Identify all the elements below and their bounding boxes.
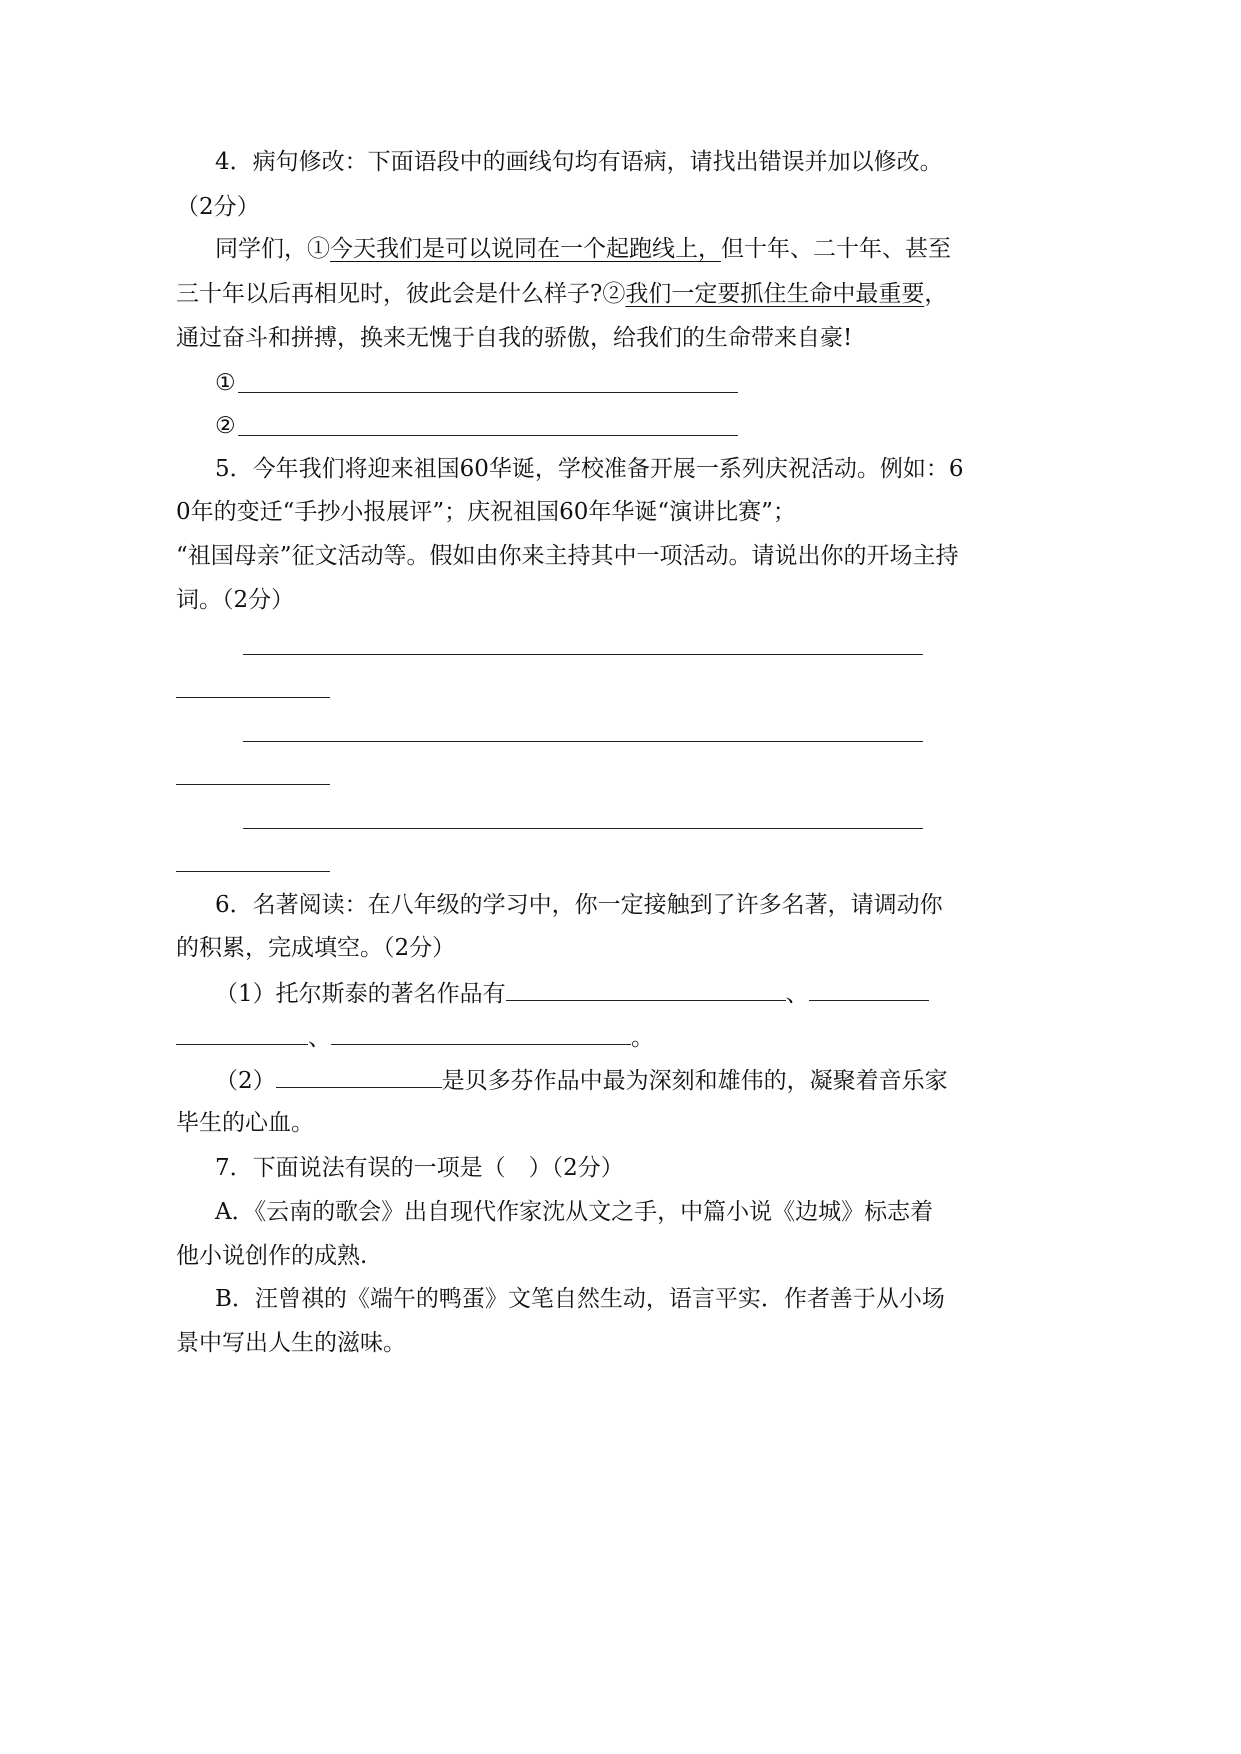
q5-answer-line-3a[interactable] [243,828,923,829]
q4-paragraph-line2 [176,279,947,309]
q4-answer-1-blank[interactable] [238,392,738,393]
q4-answer-1-label: ① [215,370,236,396]
q6-sub1-line1 [215,979,929,1009]
q6-sub2-line1 [215,1066,948,1096]
q4-answer-2-label: ② [215,413,236,439]
q6-sub2-blank[interactable] [276,1086,442,1088]
q4-underlined-sentence-2: 我们一定要抓住生命中最重要 [625,281,925,307]
q6-sub1-blank-1[interactable] [506,999,786,1001]
q6-sub1-separator-2: 、 [308,1025,331,1051]
q4-answer-2-blank[interactable] [238,435,738,436]
q4-paragraph-line1 [215,234,951,264]
q6-sub2-line2: 毕生的心血。 [176,1110,314,1136]
q5-stem-line4: 词。（2分） [176,587,295,613]
q4-paragraph-line3: 通过奋斗和拼搏，换来无愧于自我的骄傲，给我们的生命带来自豪! [176,325,853,351]
q5-answer-line-2a[interactable] [243,741,923,742]
q5-answer-line-1b[interactable] [176,697,330,698]
q6-stem-line1: 6．名著阅读：在八年级的学习中，你一定接触到了许多名著，请调动你 [215,892,943,918]
q4-stem-line2: （2分） [176,194,260,220]
q7-option-b-line1: B．汪曾祺的《端午的鸭蛋》文笔自然生动，语言平实．作者善于从小场 [215,1286,945,1312]
q5-answer-line-1a[interactable] [243,654,923,655]
q5-stem-line2: 0年的变迁“手抄小报展评”；庆祝祖国60年华诞“演讲比赛”； [176,499,796,525]
q4-p2-suffix: ， [924,281,948,307]
q4-stem-line1: 4．病句修改：下面语段中的画线句均有语病，请找出错误并加以修改。 [215,149,943,175]
q5-stem-line3: “祖国母亲”征文活动等。假如由你来主持其中一项活动。请说出你的开场主持 [176,543,959,569]
q4-underlined-sentence-1: 今天我们是可以说同在一个起跑线上， [330,236,721,262]
q6-sub2-text: 是贝多芬作品中最为深刻和雄伟的，凝聚着音乐家 [441,1068,948,1094]
q6-sub1-prompt: （1）托尔斯泰的著名作品有 [215,981,506,1007]
q6-sub1-period: 。 [631,1025,654,1051]
q7-option-a-line1: A．《云南的歌会》出自现代作家沈从文之手，中篇小说《边城》标志着 [215,1199,934,1225]
q4-p1-suffix: 但十年、二十年、甚至 [721,236,951,262]
q7-stem: 7．下面说法有误的一项是（ ）（2分） [215,1155,624,1181]
q6-sub1-blank-2b[interactable] [176,1043,308,1045]
q6-sub2-label: （2） [215,1068,276,1094]
q4-p1-prefix: 同学们，① [215,236,330,262]
q5-answer-line-3b[interactable] [176,871,330,872]
q5-answer-line-2b[interactable] [176,784,330,785]
q5-stem-line1: 5．今年我们将迎来祖国60华诞，学校准备开展一系列庆祝活动。例如：6 [215,456,964,482]
q6-sub1-blank-2a[interactable] [809,999,929,1001]
q7-option-b-line2: 景中写出人生的滋味。 [176,1330,406,1356]
q7-option-a-line2: 他小说创作的成熟. [176,1243,368,1269]
q6-sub1-line2 [176,1023,654,1053]
q6-sub1-blank-3[interactable] [331,1043,631,1045]
q4-p2-prefix: 三十年以后再相见时，彼此会是什么样子?② [176,281,626,307]
q6-sub1-separator: 、 [785,981,809,1007]
q6-stem-line2: 的积累，完成填空。（2分） [176,935,456,961]
